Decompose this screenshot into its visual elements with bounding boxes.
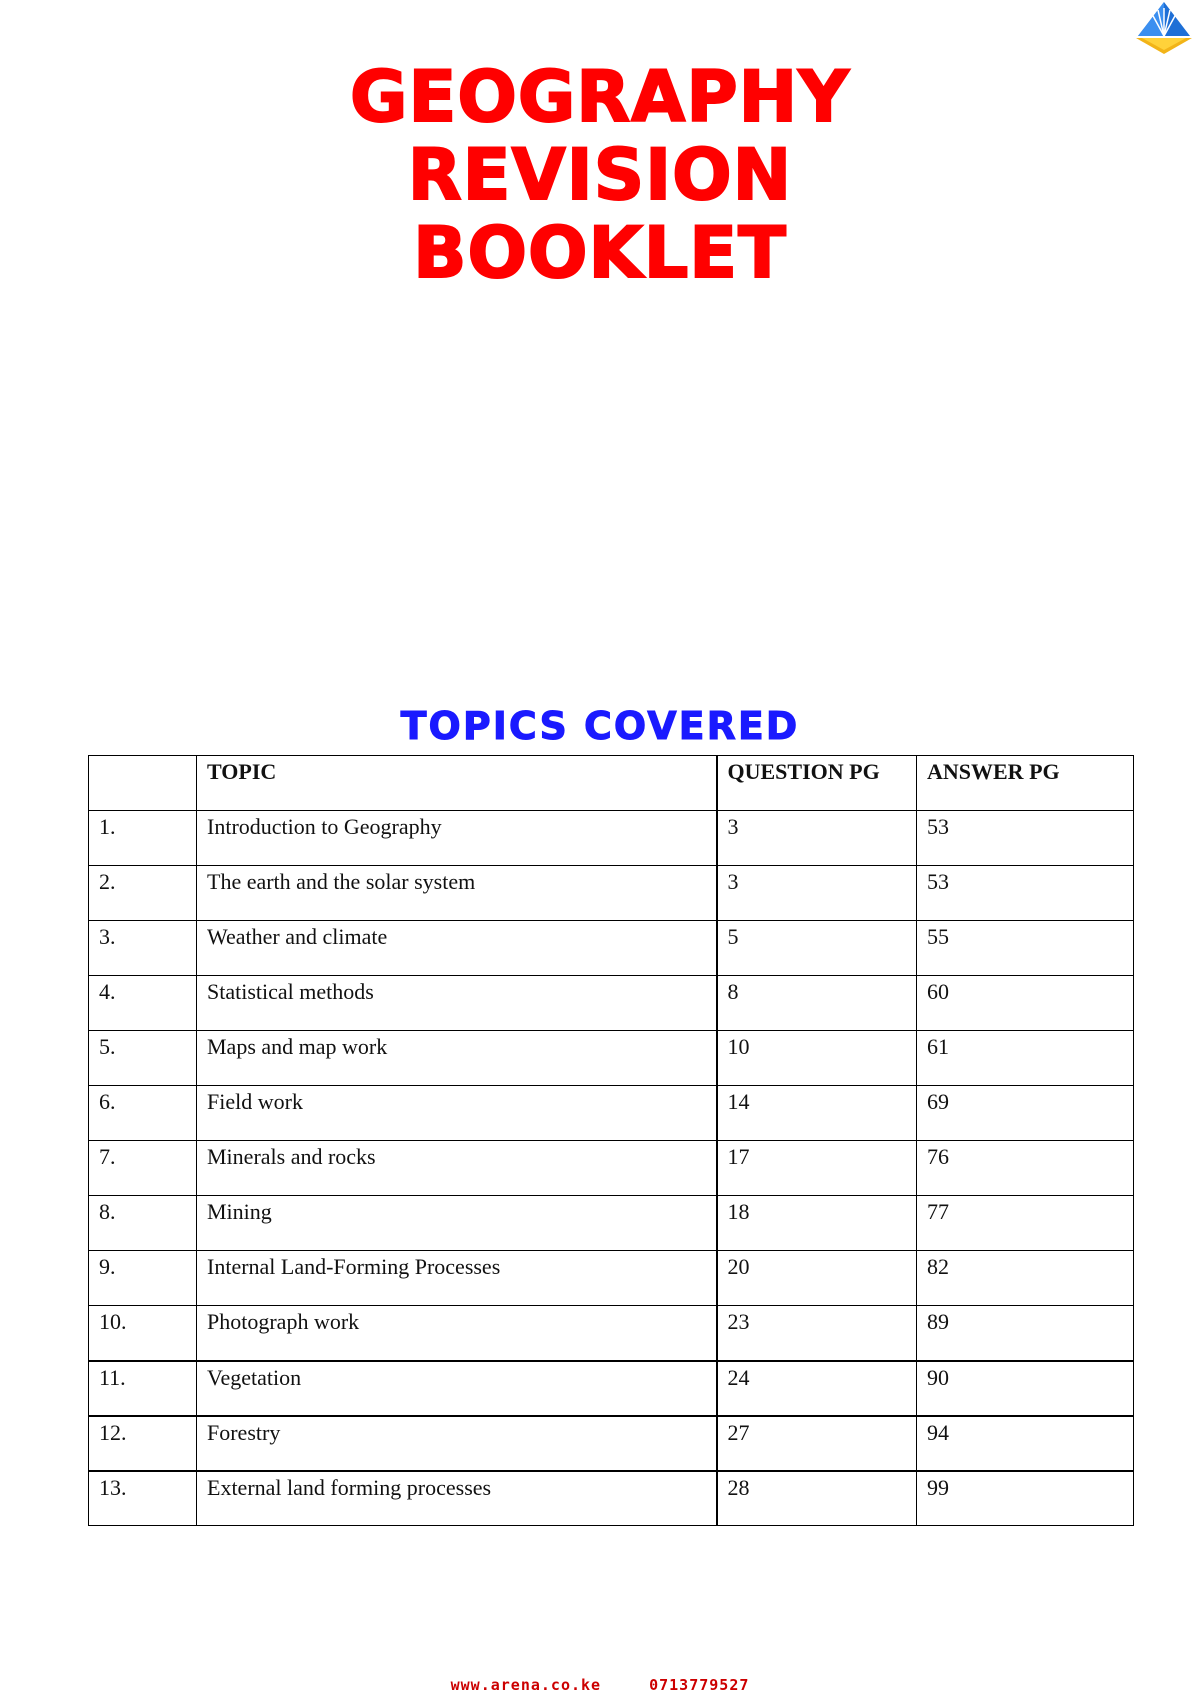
row-number-cell: 10. [89,1306,197,1361]
row-topic-cell: Vegetation [197,1361,717,1416]
row-number-cell: 6. [89,1086,197,1141]
title-line-2: BOOKLET [413,212,787,294]
row-answer-pg-cell: 90 [917,1361,1134,1416]
row-answer-pg-cell: 94 [917,1416,1134,1471]
row-question-pg-cell: 20 [717,1251,917,1306]
table-row [89,1141,1134,1196]
row-question-pg-cell: 8 [717,976,917,1031]
footer-phone: 0713779527 [649,1676,750,1694]
row-number-cell: 3. [89,921,197,976]
row-question-pg-cell: 3 [717,866,917,921]
row-answer-pg-cell: 60 [917,976,1134,1031]
header-cell-question-pg: QUESTION PG [717,756,917,811]
table-row [89,811,1134,866]
arena-logo-icon [1128,0,1200,60]
table-header-row [89,756,1134,811]
row-question-pg-cell: 23 [717,1306,917,1361]
row-number-cell: 5. [89,1031,197,1086]
title-line-1: GEOGRAPHY REVISION [350,56,850,216]
table-row [89,1306,1134,1361]
table-row [89,1416,1134,1471]
row-question-pg-cell: 24 [717,1361,917,1416]
row-answer-pg-cell: 99 [917,1471,1134,1526]
row-answer-pg-cell: 53 [917,866,1134,921]
row-question-pg-cell: 14 [717,1086,917,1141]
page-title [150,58,1050,292]
row-question-pg-cell: 28 [717,1471,917,1526]
row-question-pg-cell: 17 [717,1141,917,1196]
row-number-cell: 8. [89,1196,197,1251]
row-topic-cell: Statistical methods [197,976,717,1031]
row-topic-cell: The earth and the solar system [197,866,717,921]
row-question-pg-cell: 10 [717,1031,917,1086]
table-row [89,1086,1134,1141]
header-cell-answer-pg: ANSWER PG [917,756,1134,811]
topics-heading: TOPICS COVERED [400,704,800,748]
row-number-cell: 1. [89,811,197,866]
row-number-cell: 12. [89,1416,197,1471]
row-answer-pg-cell: 61 [917,1031,1134,1086]
row-number-cell: 13. [89,1471,197,1526]
table-row [89,921,1134,976]
table-row [89,866,1134,921]
row-question-pg-cell: 18 [717,1196,917,1251]
row-topic-cell: External land forming processes [197,1471,717,1526]
row-answer-pg-cell: 69 [917,1086,1134,1141]
row-answer-pg-cell: 76 [917,1141,1134,1196]
row-answer-pg-cell: 82 [917,1251,1134,1306]
page-footer [0,1676,1200,1694]
row-answer-pg-cell: 53 [917,811,1134,866]
row-number-cell: 11. [89,1361,197,1416]
table-row [89,1196,1134,1251]
header-cell-number [89,756,197,811]
row-topic-cell: Maps and map work [197,1031,717,1086]
table-row [89,976,1134,1031]
row-answer-pg-cell: 55 [917,921,1134,976]
row-question-pg-cell: 5 [717,921,917,976]
row-topic-cell: Forestry [197,1416,717,1471]
row-question-pg-cell: 3 [717,811,917,866]
header-cell-topic: TOPIC [197,756,717,811]
row-answer-pg-cell: 77 [917,1196,1134,1251]
row-number-cell: 7. [89,1141,197,1196]
row-number-cell: 2. [89,866,197,921]
table-row [89,1251,1134,1306]
row-answer-pg-cell: 89 [917,1306,1134,1361]
table-row [89,1031,1134,1086]
row-number-cell: 4. [89,976,197,1031]
row-topic-cell: Photograph work [197,1306,717,1361]
topics-table [88,755,1134,1526]
table-row [89,1361,1134,1416]
row-topic-cell: Minerals and rocks [197,1141,717,1196]
row-topic-cell: Field work [197,1086,717,1141]
table-row [89,1471,1134,1526]
row-topic-cell: Introduction to Geography [197,811,717,866]
row-number-cell: 9. [89,1251,197,1306]
row-topic-cell: Internal Land-Forming Processes [197,1251,717,1306]
row-topic-cell: Weather and climate [197,921,717,976]
footer-website: www.arena.co.ke [450,1676,602,1694]
row-topic-cell: Mining [197,1196,717,1251]
row-question-pg-cell: 27 [717,1416,917,1471]
